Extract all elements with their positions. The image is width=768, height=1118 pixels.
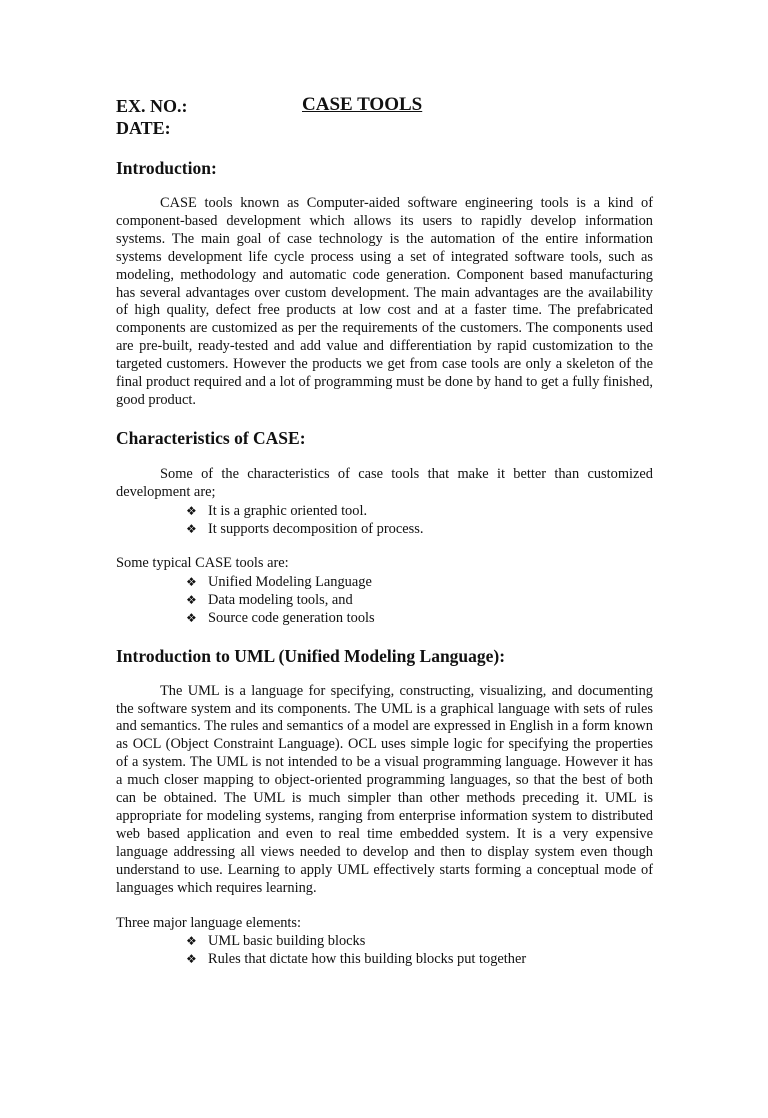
uml-paragraph: The UML is a language for specifying, constructing, visualizing, and documenting the software system and its components. The UML is a graphical language with sets of rules and semantics. The rules and semantics of a model are expressed in English in a form known as OCL (Object Constraint Language). OCL uses simple logic for specifying the properties of a system. The UML is not intended to be a visual programming language. However it has a much closer mapping to object-oriented programming languages, so that the best of both can be obtained. The UML is much simpler than other methods preceding it. UML is appropriate for modeling systems, ranging from enterprise information system to distributed web based application and even to real time embedded system. It is a very expensive language addressing all views needed to develop and then to display system even though understand to use. Learning to apply UML effectively starts forming a conceptual mode of languages which requires learning. [116,682,653,896]
list-item [186,609,653,627]
four-diamond-bullet-icon: ❖ [186,593,197,608]
list-item-text: Source code generation tools [208,610,375,627]
four-diamond-bullet-icon: ❖ [186,574,197,589]
four-diamond-bullet-icon: ❖ [186,952,197,967]
document-page [0,94,768,1118]
list-item [186,950,653,968]
list-item-text: Data modeling tools, and [208,592,353,609]
list-item-text: UML basic building blocks [208,933,366,950]
list-item [186,591,653,609]
list-item [186,502,653,520]
characteristics-list [116,502,653,539]
characteristics-intro: Some of the characteristics of case tools that make it better than customized development are; [116,465,653,500]
document-header [116,94,653,154]
ex-no-label: EX. NO.: [116,96,188,116]
typical-tools-label: Some typical CASE tools are: [116,555,289,572]
four-diamond-bullet-icon: ❖ [186,521,197,536]
characteristics-heading: Characteristics of CASE: [116,427,306,448]
uml-heading: Introduction to UML (Unified Modeling Language): [116,645,506,666]
list-item-text: Unified Modeling Language [208,573,372,590]
list-item-text: Rules that dictate how this building blocks put together [208,951,527,968]
introduction-heading: Introduction: [116,158,217,178]
four-diamond-bullet-icon: ❖ [186,611,197,626]
date-label: DATE: [116,118,171,138]
list-item [186,573,653,591]
page-title: CASE TOOLS [302,94,423,115]
list-item-text: It supports decomposition of process. [208,520,424,537]
introduction-paragraph: CASE tools known as Computer-aided software engineering tools is a kind of component-based development which allows its users to rapidly develop information systems. The main goal of case technology is the automation of the entire information systems development life cycle process using a set of integrated software tools, such as modeling, methodology and automatic code generation. Component based manufacturing has several advantages over custom development. The main advantages are the availability of high quality, defect free products at low cost and at a faster time. The prefabricated components are customized as per the requirements of the customers. The components used are pre-built, ready-tested and add value and differentiation by rapid customization to the targeted customers. However the products we get from case tools are only a skeleton of the final product required and a lot of programming must be done by hand to get a fully finished, good product. [116,195,653,408]
four-diamond-bullet-icon: ❖ [186,934,197,949]
list-item [186,520,653,538]
list-item-text: It is a graphic oriented tool. [208,502,368,519]
typical-tools-list [116,573,653,628]
language-elements-label: Three major language elements: [116,914,301,931]
four-diamond-bullet-icon: ❖ [186,503,197,518]
list-item [186,932,653,950]
language-elements-list [116,932,653,969]
